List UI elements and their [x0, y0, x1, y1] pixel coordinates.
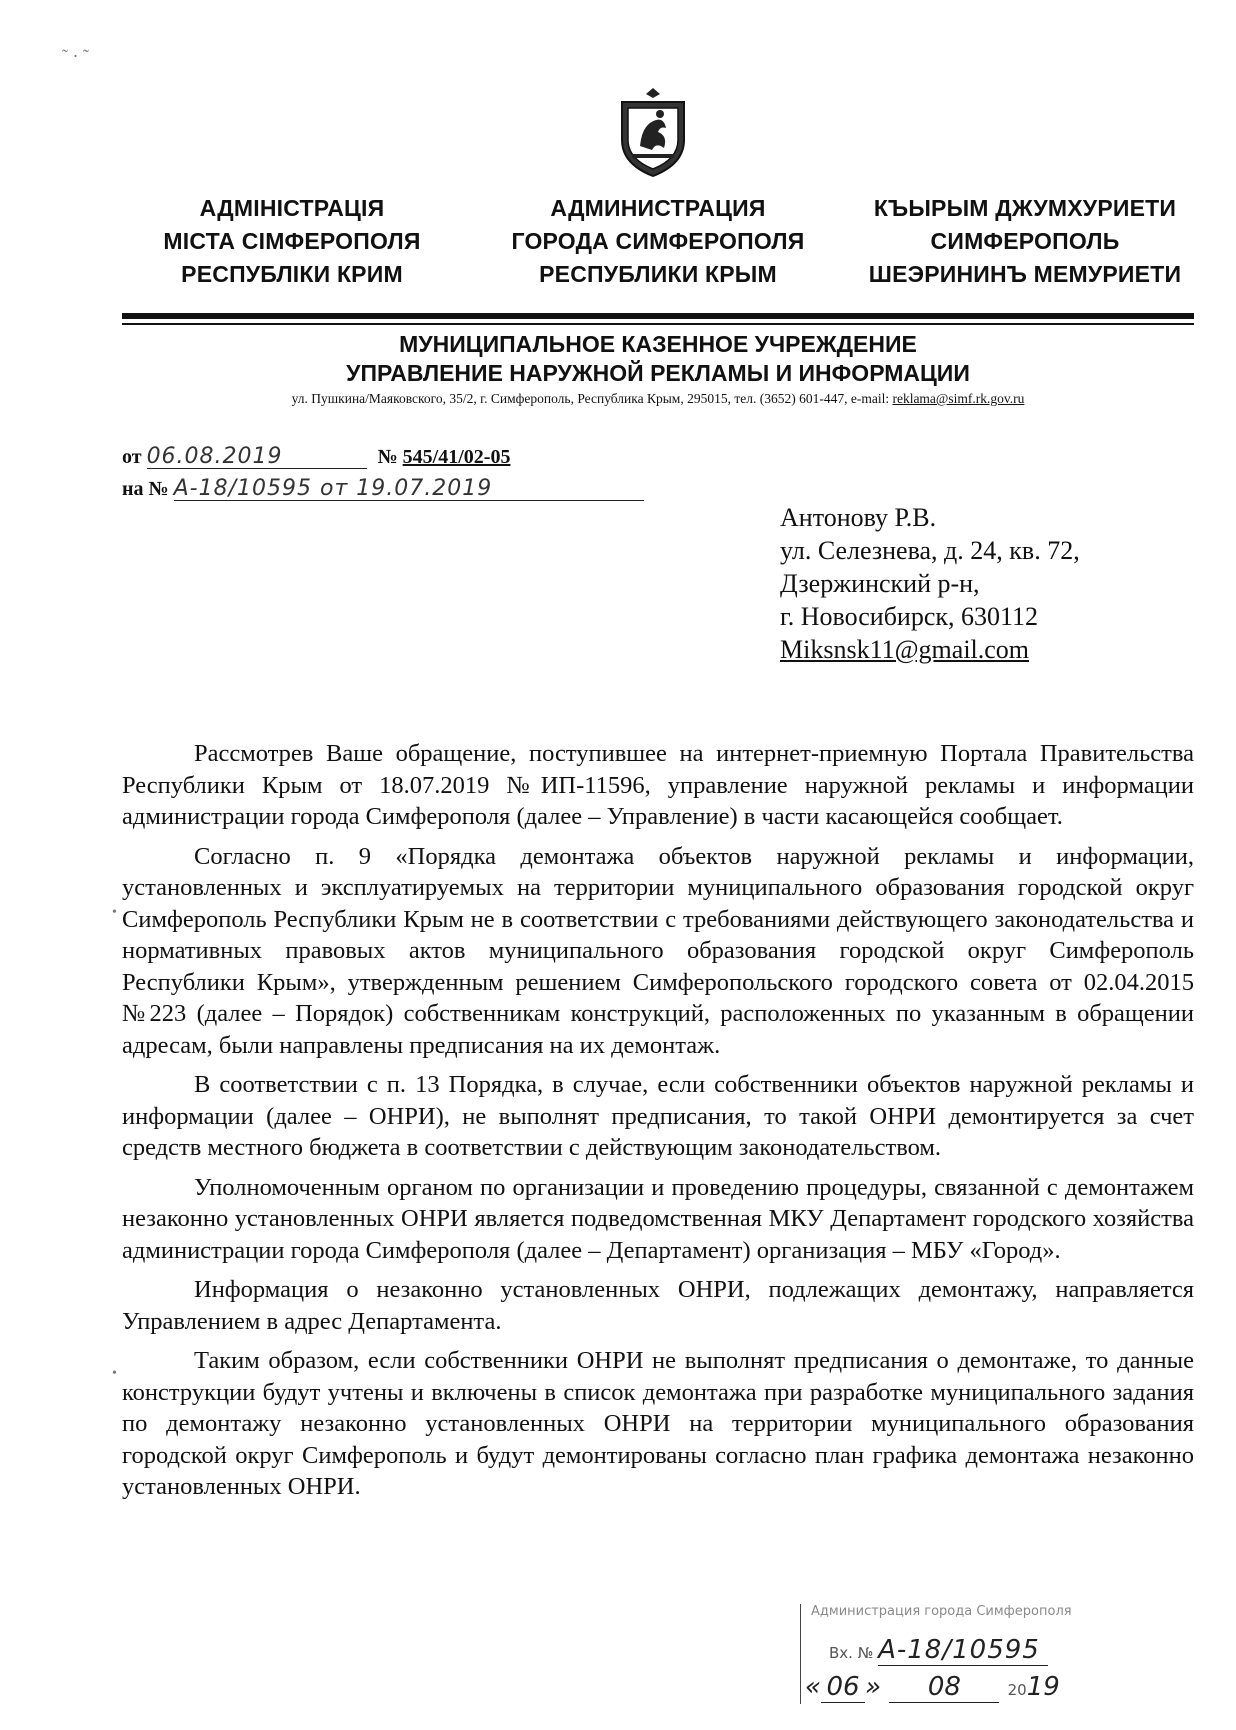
header-line: РЕСПУБЛИКИ КРЫМ: [539, 261, 777, 287]
recipient-city: г. Новосибирск, 630112: [780, 602, 1039, 631]
header-ukrainian: [102, 192, 482, 291]
address-text: ул. Пушкина/Маяковского, 35/2, г. Симферополь, Республика Крым, 295015, тел. (3652) 601-447, e-mail:: [291, 391, 893, 406]
scan-mark: •: [112, 1366, 117, 1381]
registration-stamp: [800, 1604, 1111, 1704]
outgoing-date: 06.08.2019: [147, 446, 367, 469]
header-divider-thin: [122, 323, 1194, 325]
reply-label: на №: [122, 478, 169, 500]
recipient-district: Дзержинский р-н,: [780, 569, 980, 598]
stamp-number-row: [801, 1635, 1111, 1666]
paragraph: Уполномоченным органом по организации и проведению процедуры, связанной с демонтажем незаконно установленных ОНРИ является подведомственная МКУ Департамент городского хозяйства администрации города Симферополя (далее – Департамент) организация – МБУ «Город».: [122, 1173, 1194, 1264]
paragraph: Информация о незаконно установленных ОНРИ, подлежащих демонтажу, направляется Управлением в адрес Департамента.: [122, 1276, 1194, 1335]
stamp-month: 08: [889, 1672, 999, 1703]
outgoing-number: 545/41/02-05: [402, 446, 511, 468]
header-crimean-tatar: [835, 192, 1215, 291]
paragraph: В соответствии с п. 13 Порядка, в случае, если собственники объектов наружной рекламы и информации (далее – ОНРИ), не выполнят предписания, то такой ОНРИ демонтируется за счет средств местного бюджета в соответствии с действующим законодательством.: [122, 1071, 1194, 1161]
stamp-day: 06: [821, 1672, 865, 1703]
header-line: СИМФЕРОПОЛЬ: [930, 228, 1120, 254]
number-label: №: [377, 446, 398, 468]
header-line: МІСТА СІМФЕРОПОЛЯ: [163, 228, 421, 254]
stamp-year: 19: [1026, 1672, 1060, 1702]
organization-line-1: МУНИЦИПАЛЬНОЕ КАЗЕННОЕ УЧРЕЖДЕНИЕ: [399, 331, 917, 357]
stamp-number: А-18/10595: [878, 1635, 1048, 1666]
letter-body: [122, 738, 1194, 1511]
outgoing-reference: [122, 446, 510, 469]
recipient-email-link[interactable]: Miksnsk11@gmail.com: [780, 635, 1030, 664]
header-line: КЪЫРЫМ ДЖУМХУРИЕТИ: [873, 195, 1177, 221]
header-line: ГОРОДА СИМФЕРОПОЛЯ: [511, 228, 805, 254]
paragraph: Рассмотрев Ваше обращение, поступившее на интернет-приемную Портала Правительства Республики Крым от 18.07.2019 №ИП-11596, управление наружной рекламы и информации администрации города Симферополя (далее – Управление) в части касающейся сообщает.: [122, 740, 1194, 830]
reply-reference-value: А-18/10595 от 19.07.2019: [174, 478, 644, 501]
recipient-name: Антонову Р.В.: [780, 503, 937, 532]
organization-name: [122, 330, 1194, 388]
header-line: АДМИНИСТРАЦИЯ: [550, 195, 766, 221]
stamp-date-row: « 06 » 08 2019: [805, 1672, 1060, 1702]
scan-mark: ˜ · ˜: [62, 46, 89, 66]
organization-email-link[interactable]: reklama@simf.rk.gov.ru: [892, 391, 1025, 406]
header-line: АДМІНІСТРАЦІЯ: [199, 195, 385, 221]
header-divider-thick: [122, 313, 1194, 319]
organization-address: [122, 391, 1194, 407]
header-line: ШЕЭРИНИНЪ МЕМУРИЕТИ: [868, 261, 1182, 287]
header-russian: [468, 192, 848, 291]
from-label: от: [122, 446, 142, 468]
paragraph: Таким образом, если собственники ОНРИ не выполнят предписания о демонтаже, то данные конструкции будут учтены и включены в список демонтажа при разработке муниципального задания по демонтажу незаконно установленных ОНРИ на территории муниципального образования городской округ Симферополь и будут демонтированы согласно план графика демонтажа незаконно установленных ОНРИ.: [122, 1347, 1194, 1500]
organization-line-2: УПРАВЛЕНИЕ НАРУЖНОЙ РЕКЛАМЫ И ИНФОРМАЦИИ: [346, 360, 970, 386]
stamp-organization: Администрация города Симферополя: [811, 1604, 1072, 1619]
header-line: РЕСПУБЛІКИ КРИМ: [181, 261, 403, 287]
scan-mark: •: [112, 905, 117, 920]
recipient-block: [780, 501, 1080, 666]
coat-of-arms-icon: [612, 84, 694, 180]
paragraph: Согласно п. 9 «Порядка демонтажа объектов наружной рекламы и информации, установленных и эксплуатируемых на территории муниципального образования городской округ Симферополь Республики Крым не в соответствии с требованиями действующего законодательства и нормативных правовых актов муниципального образования городской округ Симферополь Республики Крым», утвержденным решением Симферопольского городского совета от 02.04.2015 №223 (далее – Порядок) собственникам конструкций, расположенных по указанным в обращении адресам, были направлены предписания на их демонтаж.: [122, 842, 1194, 1059]
recipient-street: ул. Селезнева, д. 24, кв. 72,: [780, 536, 1080, 565]
stamp-number-label: Вх. №: [829, 1644, 874, 1662]
reply-reference: [122, 478, 644, 501]
